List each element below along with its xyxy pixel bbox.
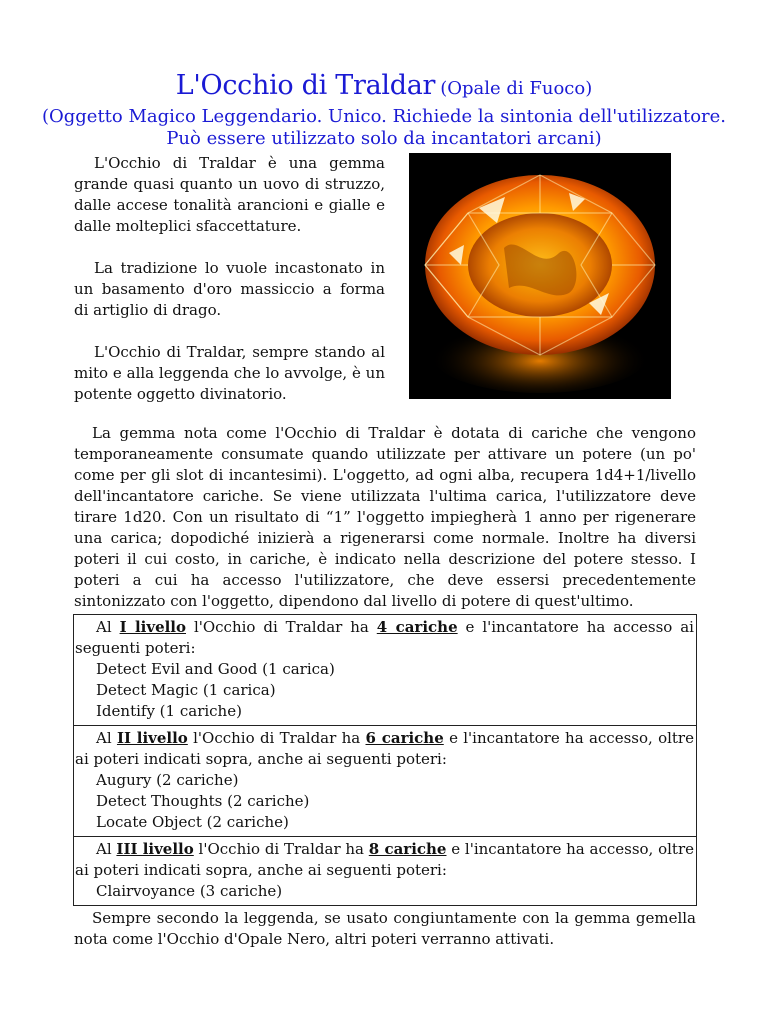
title-main: L'Occhio di Traldar <box>175 70 436 101</box>
fire-opal-gem-image <box>409 153 671 399</box>
level-middle: l'Occhio di Traldar ha <box>198 840 364 858</box>
level-prefix: Al <box>96 618 112 636</box>
final-paragraph: Sempre secondo la leggenda, se usato congiuntamente con la gemma gemella nota come l'Occhio d'Opale Nero, altri poteri verranno attivati. <box>74 909 696 948</box>
power-item: Clairvoyance (3 cariche) <box>96 882 283 900</box>
intro-paragraph-3: L'Occhio di Traldar, sempre stando al mito e alla leggenda che lo avvolge, è un potente oggetto divinatorio. <box>74 343 385 403</box>
level-prefix: Al <box>96 840 112 858</box>
power-item: Locate Object (2 cariche) <box>96 813 289 831</box>
page-title <box>0 70 768 101</box>
level-name: II livello <box>116 729 188 747</box>
level-middle: l'Occhio di Traldar ha <box>193 729 361 747</box>
level-charges: 6 cariche <box>365 729 444 747</box>
level-name: I livello <box>119 618 187 636</box>
item-description-subtitle <box>0 106 768 150</box>
level-intro <box>75 617 694 659</box>
power-item: Identify (1 cariche) <box>96 702 242 720</box>
level-prefix: Al <box>96 729 112 747</box>
level-charges: 8 cariche <box>368 840 447 858</box>
power-item: Detect Magic (1 carica) <box>96 681 276 699</box>
level-block-2 <box>74 725 696 836</box>
level-middle: l'Occhio di Traldar ha <box>193 618 369 636</box>
title-parenthetical: (Opale di Fuoco) <box>440 78 593 99</box>
power-item: Detect Thoughts (2 cariche) <box>96 792 310 810</box>
power-item: Detect Evil and Good (1 carica) <box>96 660 335 678</box>
subtitle-line-2: Può essere utilizzato solo da incantatori arcani) <box>166 128 602 149</box>
level-block-3 <box>74 836 696 905</box>
level-intro <box>75 728 694 770</box>
level-name: III livello <box>116 840 194 858</box>
main-paragraph: La gemma nota come l'Occhio di Traldar è dotata di cariche che vengono temporaneamente consumate quando utilizzate per attivare un potere (un po' come per gli slot di incantesimi). L'oggetto, ad ogni alba, recupera 1d4+1/livello dell'incantatore cariche. Se viene utilizzata l'ultima carica, l'utilizzatore deve tirare 1d20. Con un risultato di “1” l'oggetto impiegherà 1 anno per rigenerare una carica; dopodiché inizierà a rigenerarsi come normale. Inoltre ha diversi poteri il cui costo, in cariche, è indicato nella descrizione del potere stesso. I poteri a cui ha accesso l'utilizzatore, che deve essersi precedentemente sintonizzato con l'oggetto, dipendono dal livello di potere di quest'ultimo. <box>74 424 696 610</box>
power-item: Augury (2 cariche) <box>96 771 239 789</box>
subtitle-line-1: (Oggetto Magico Leggendario. Unico. Richiede la sintonia dell'utilizzatore. <box>41 106 727 127</box>
level-charges: 4 cariche <box>376 618 458 636</box>
level-intro <box>75 839 694 881</box>
intro-paragraph-2: La tradizione lo vuole incastonato in un basamento d'oro massiccio a forma di artiglio di drago. <box>74 259 385 319</box>
level-block-1 <box>74 615 696 725</box>
level-suffix: e l'incantatore ha accesso, oltre ai poteri indicati sopra, anche ai seguenti poteri: <box>75 729 694 768</box>
gem-icon <box>409 153 671 399</box>
intro-paragraph-1: L'Occhio di Traldar è una gemma grande quasi quanto un uovo di struzzo, dalle accese tonalità arancioni e gialle e dalle molteplici sfaccettature. <box>74 154 385 235</box>
level-suffix: e l'incantatore ha accesso ai seguenti poteri: <box>75 618 694 657</box>
levels-table <box>73 614 697 906</box>
level-suffix: e l'incantatore ha accesso, oltre ai poteri indicati sopra, anche ai seguenti poteri: <box>75 840 694 879</box>
intro-text <box>74 153 385 405</box>
